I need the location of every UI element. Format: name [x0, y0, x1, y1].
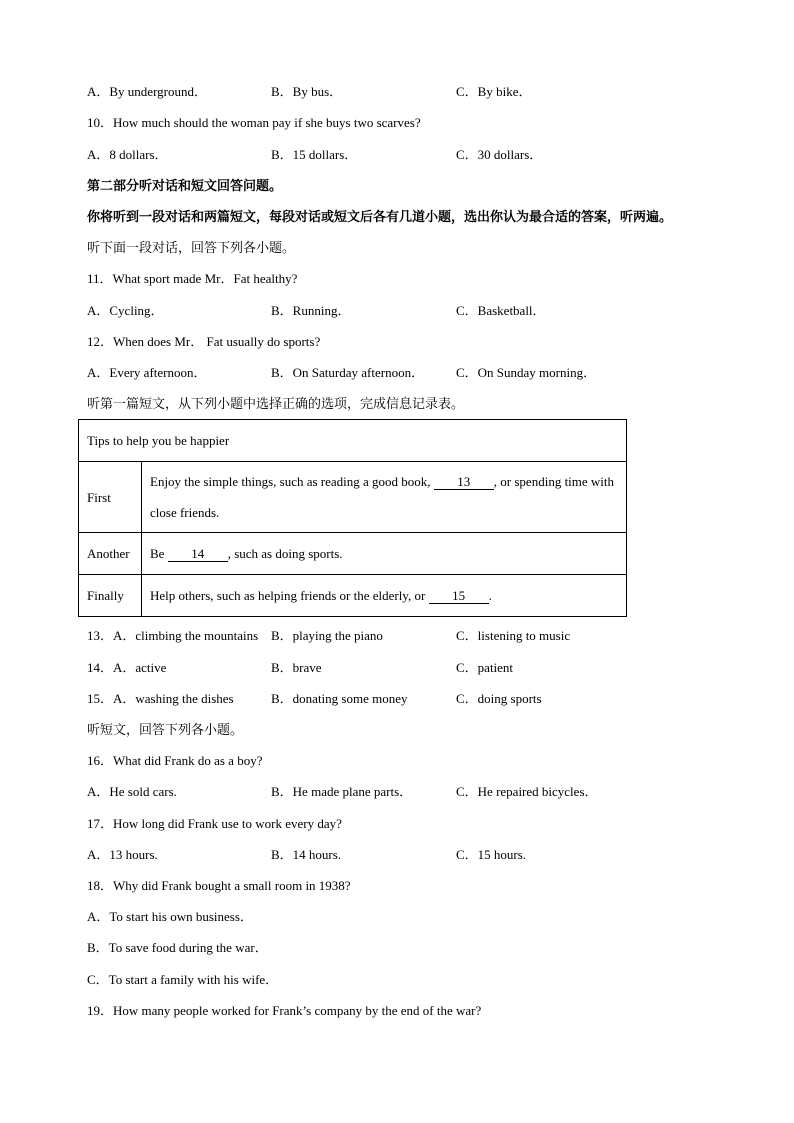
q18-option-c[interactable]: C．To start a family with his wife． — [87, 972, 279, 987]
q15-option-a[interactable]: 15．A．washing the dishes — [87, 691, 234, 706]
q12-option-a[interactable]: A．Every afternoon． — [87, 365, 207, 380]
q14-option-a[interactable]: 14．A．active — [87, 660, 167, 675]
table-title: Tips to help you be happier — [79, 420, 627, 462]
q18-option-b[interactable]: B．To save food during the war． — [87, 940, 268, 955]
q16-option-c[interactable]: C．He repaired bicycles． — [456, 784, 598, 799]
q11-option-b[interactable]: B．Running． — [271, 303, 351, 318]
q16-option-b[interactable]: B．He made plane parts． — [271, 784, 413, 799]
passage2-intro: 听短文，回答下列各小题。 — [87, 722, 244, 737]
q10-option-a[interactable]: A．8 dollars． — [87, 147, 168, 162]
row-label: Another — [79, 533, 142, 575]
table-row — [79, 533, 627, 575]
q12-option-b[interactable]: B．On Saturday afternoon． — [271, 365, 425, 380]
q9-option-c[interactable]: C．By bike． — [456, 84, 532, 99]
blank-14[interactable]: 14 — [168, 547, 228, 562]
info-record-table — [78, 419, 627, 617]
q15-option-c[interactable]: C．doing sports — [456, 691, 542, 706]
table-row — [79, 575, 627, 617]
q11-option-c[interactable]: C．Basketball． — [456, 303, 546, 318]
q11-option-a[interactable]: A．Cycling． — [87, 303, 164, 318]
row-content: Enjoy the simple things, such as reading a good book, 13 , or spending time with close friends. — [142, 462, 627, 533]
q18-option-a[interactable]: A．To start his own business． — [87, 909, 253, 924]
q18-stem: 18．Why did Frank bought a small room in 1938? — [87, 878, 351, 893]
q13-option-a[interactable]: 13．A．climbing the mountains — [87, 628, 259, 643]
q17-option-a[interactable]: A．13 hours. — [87, 847, 158, 862]
q13-option-b[interactable]: B．playing the piano — [271, 628, 383, 643]
row-label: Finally — [79, 575, 142, 617]
row-label: First — [79, 462, 142, 533]
q16-option-a[interactable]: A．He sold cars. — [87, 784, 177, 799]
q12-stem: 12．When does Mr． Fat usually do sports? — [87, 334, 321, 349]
q9-option-b[interactable]: B．By bus． — [271, 84, 343, 99]
q16-stem: 16．What did Frank do as a boy? — [87, 753, 263, 768]
q14-option-b[interactable]: B．brave — [271, 660, 322, 675]
q14-option-c[interactable]: C．patient — [456, 660, 514, 675]
q19-stem: 19．How many people worked for Frank’s company by the end of the war? — [87, 1003, 482, 1018]
part2-title: 第二部分听对话和短文回答问题。 — [87, 178, 283, 193]
q10-option-c[interactable]: C．30 dollars． — [456, 147, 543, 162]
part2-instruction: 你将听到一段对话和两篇短文，每段对话或短文后各有几道小题，选出你认为最合适的答案，听两遍。 — [87, 209, 673, 224]
q17-option-b[interactable]: B．14 hours. — [271, 847, 342, 862]
blank-15[interactable]: 15 — [429, 589, 489, 604]
q15-option-b[interactable]: B．donating some money — [271, 691, 408, 706]
q17-option-c[interactable]: C．15 hours. — [456, 847, 527, 862]
q9-option-a[interactable]: A．By underground． — [87, 84, 208, 99]
row-content: Help others, such as helping friends or the elderly, or 15 . — [142, 575, 627, 617]
row-content: Be 14 , such as doing sports. — [142, 533, 627, 575]
q11-stem: 11．What sport made Mr．Fat healthy? — [87, 271, 298, 286]
table-row — [79, 462, 627, 533]
q12-option-c[interactable]: C．On Sunday morning． — [456, 365, 597, 380]
passage1-intro: 听第一篇短文，从下列小题中选择正确的选项，完成信息记录表。 — [87, 396, 465, 411]
blank-13[interactable]: 13 — [434, 475, 494, 490]
dialog-intro: 听下面一段对话，回答下列各小题。 — [87, 240, 296, 255]
q17-stem: 17．How long did Frank use to work every day? — [87, 816, 342, 831]
q13-option-c[interactable]: C．listening to music — [456, 628, 571, 643]
q10-stem: 10．How much should the woman pay if she buys two scarves? — [87, 115, 421, 130]
q10-option-b[interactable]: B．15 dollars． — [271, 147, 358, 162]
